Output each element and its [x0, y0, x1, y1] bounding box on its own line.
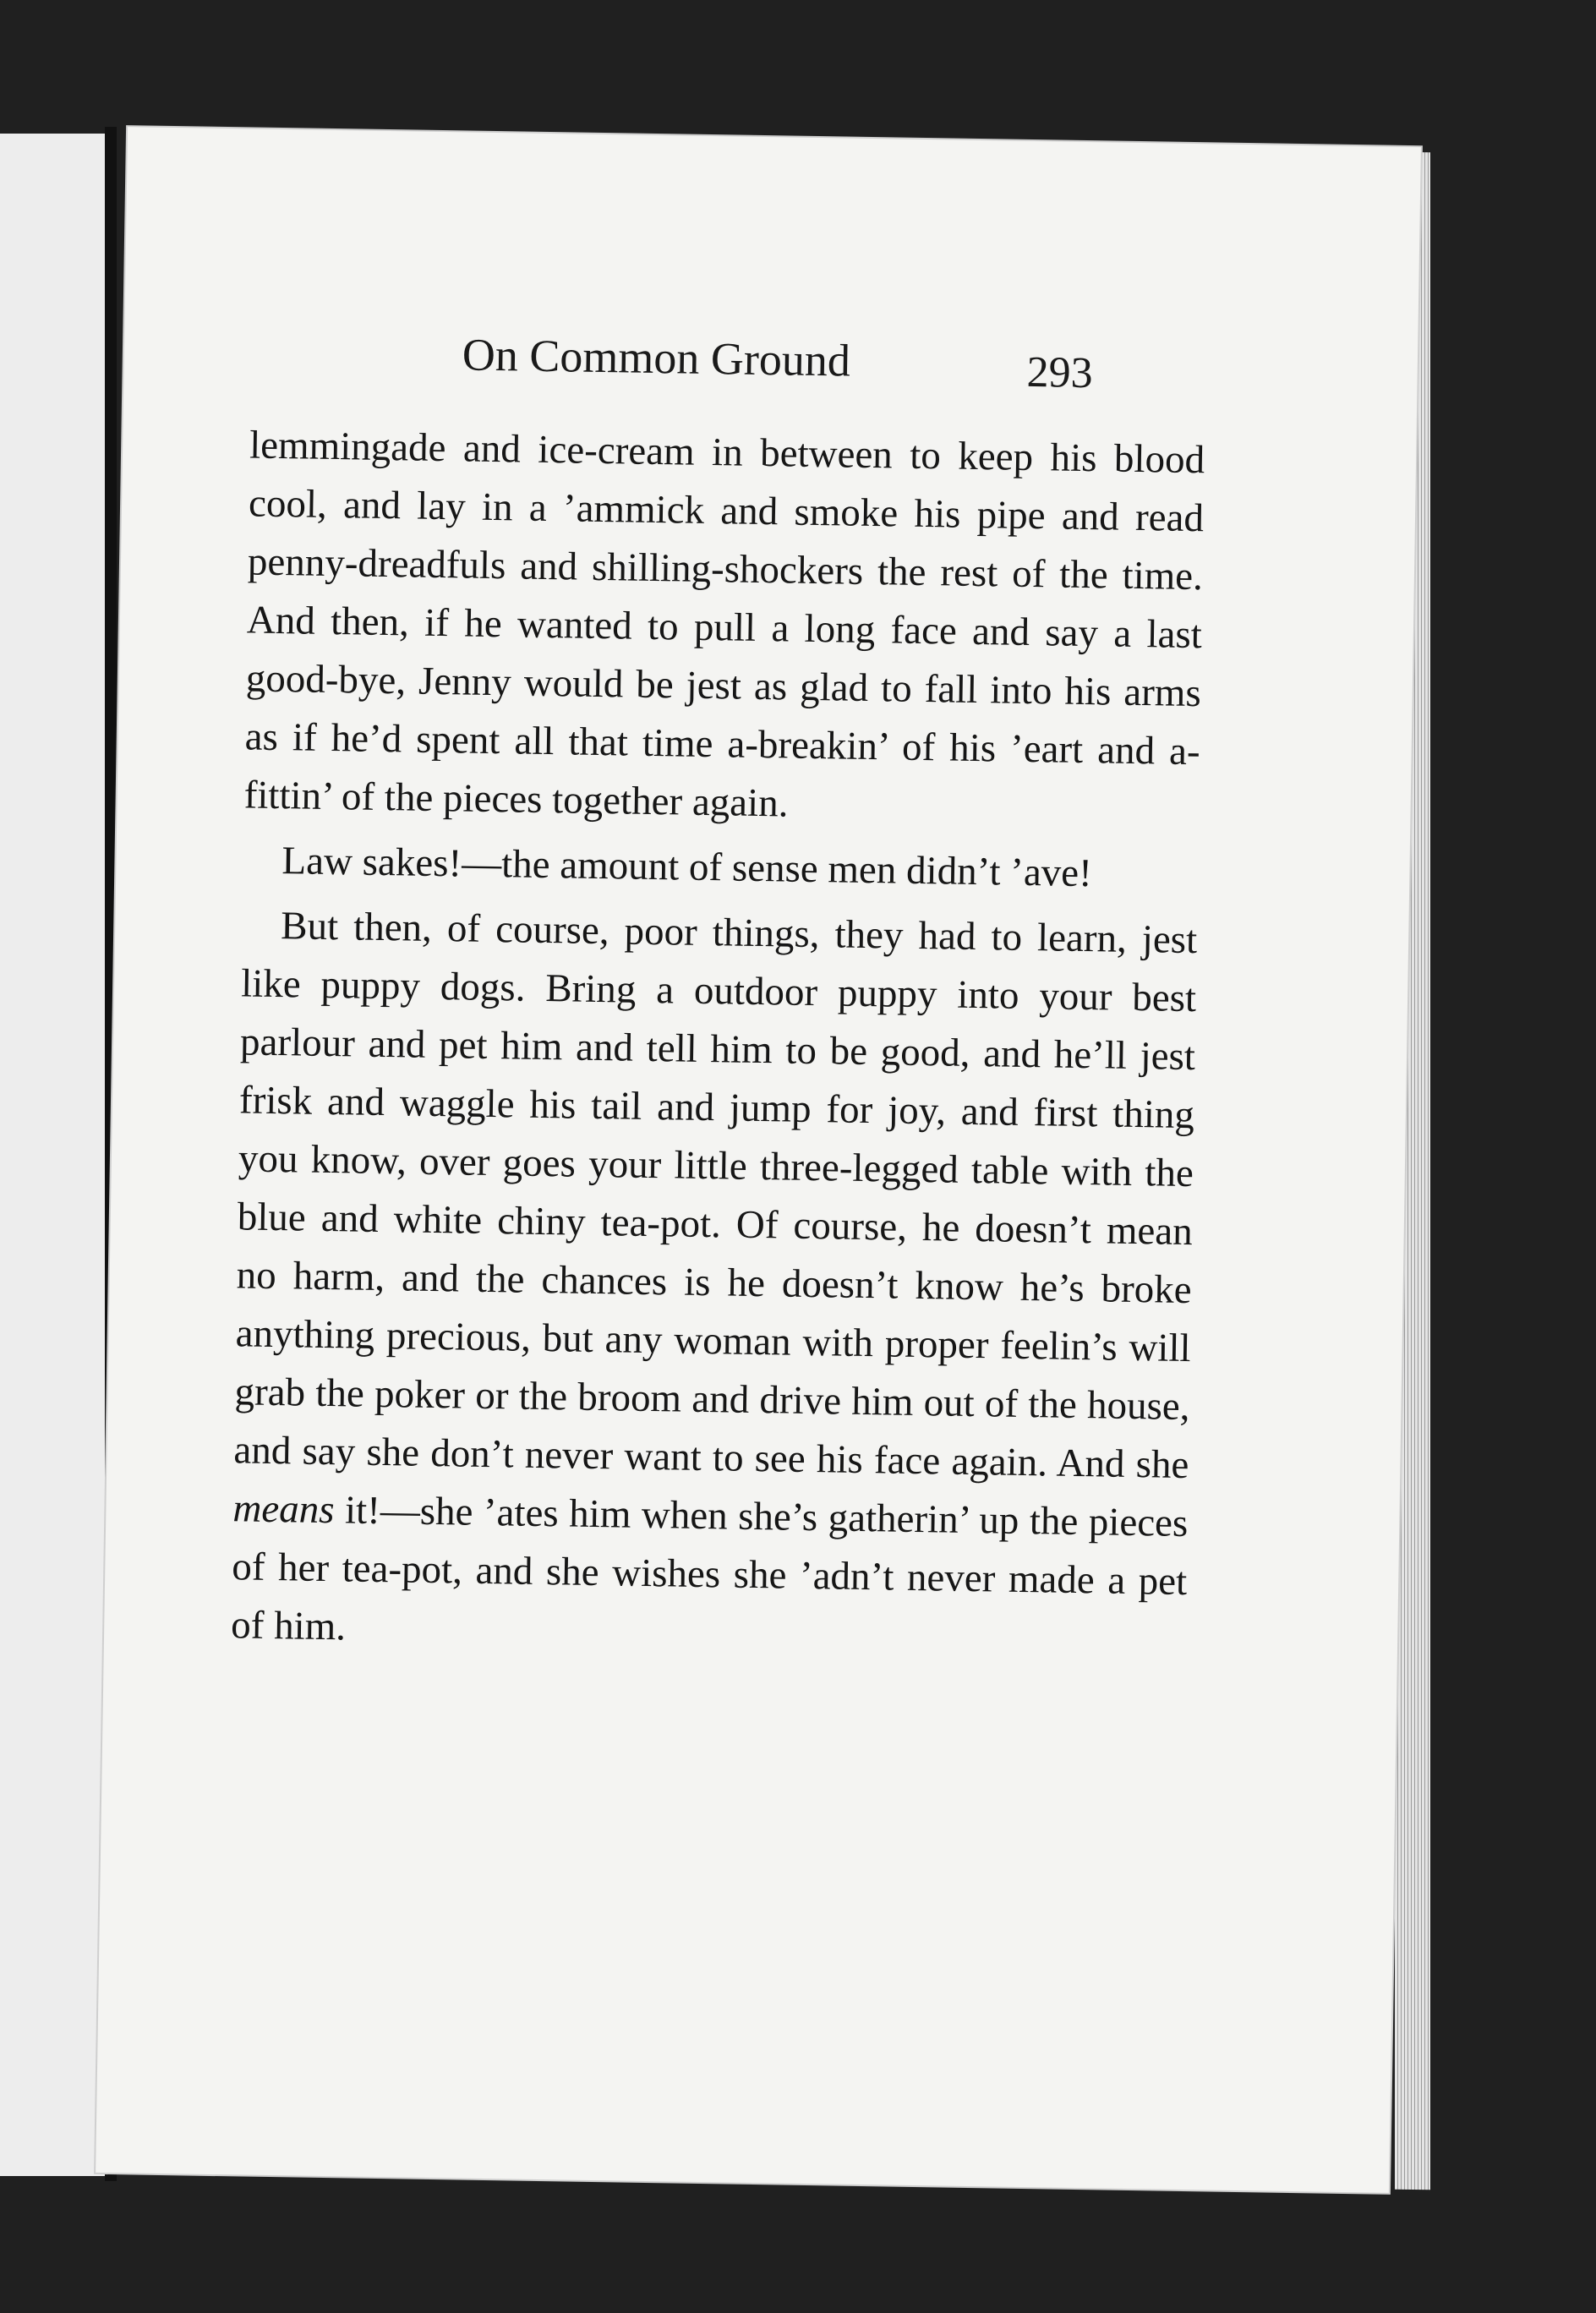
body-text: [231, 416, 1205, 1670]
paragraph: lemmingade and ice-cream in between to keep his blood cool, and lay in a ’ammick and smoke his pipe and read penny-dreadfuls and shilling-shockers the rest of the time. And then, if he wanted to pull a long face and say a last good-bye, Jenny would be jest as glad to fall into his arms as if he’d spent all that time a-breakin’ of his ’eart and a-fittin’ of the pieces together again.: [243, 423, 1205, 826]
page-number: 293: [1026, 347, 1094, 398]
emphasized-word: means: [232, 1486, 335, 1533]
running-head-title: On Common Ground: [462, 329, 851, 386]
paragraph-text: But then, of course, poor things, they had to learn, jest like puppy dogs. Bring a outdoor puppy into your best parlour and pet him and tell him to be good, and he’ll jest frisk and waggle his tail and jump for joy, and first thing you know, over goes your little three-legged table with the blue and white chiny tea-pot. Of course, he doesn’t mean no harm, and the chances is he doesn’t know he’s broke anything precious, but any woman with proper feelin’s will grab the poker or the broom and drive him out of the house, and say she don’t never want to see his face again. And she: [233, 904, 1198, 1488]
paragraph-text: it!—she ’ates him when she’s gatherin’ up the pieces of her tea-pot, and she wishes she ’adn’t never made a pet of him.: [230, 1488, 1189, 1649]
book-page: [96, 127, 1421, 2193]
running-head: [462, 328, 1308, 409]
left-page-edge: [0, 134, 110, 2176]
paragraph: Law sakes!—the amount of sense men didn’t ’ave!: [281, 839, 1093, 896]
paragraph: [231, 896, 1198, 1670]
